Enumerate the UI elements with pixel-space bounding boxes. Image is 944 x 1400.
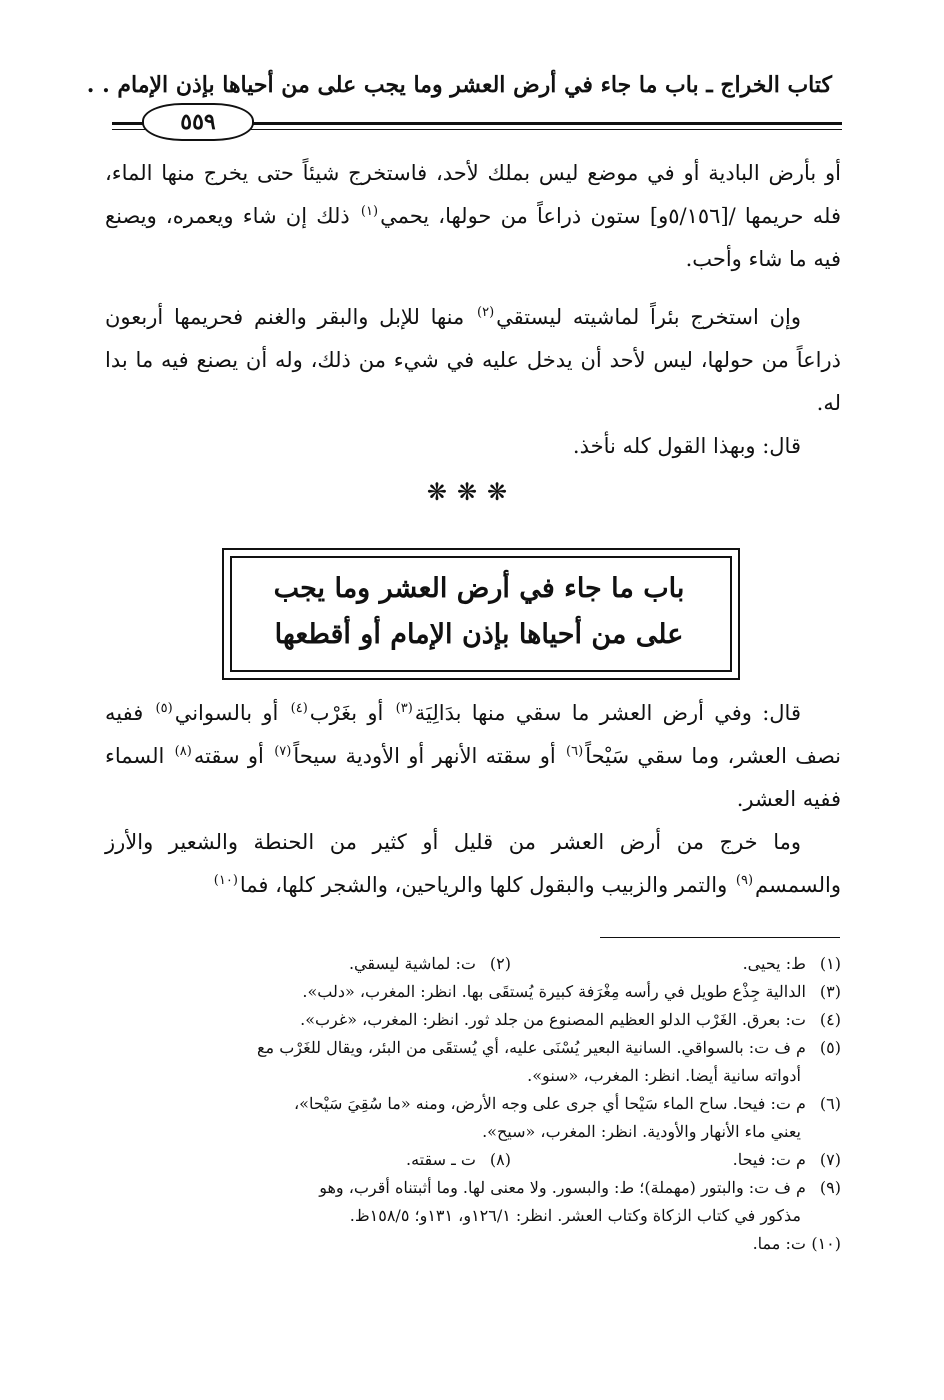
footnote-5-continued: أدواته سانية أيضا. انظر: المغرب، «سنو». (527, 1066, 801, 1085)
footnote-4 (105, 1006, 841, 1034)
footnote-5-number: (٥) (819, 1038, 841, 1057)
footnote-9-continued: مذكور في كتاب الزكاة وكتاب العشر. انظر: ١٢٦/١و، ١٣١و؛ ١٥٨/٥ظ. (349, 1206, 801, 1225)
footnote-10-text: ت: مما. (752, 1234, 806, 1253)
paragraph-4-text-5: أو سقته الأنهر أو الأودية سيحاً (293, 744, 565, 768)
footnote-2-number: (٢) (489, 954, 511, 973)
footnote-ref-9: (٩) (735, 873, 754, 888)
paragraph-3: قال: وبهذا القول كله نأخذ. (572, 434, 801, 458)
footnote-9-text: م ف ت: والبتور (مهملة)؛ ط: والبسور. ولا معنى لها. وما أثبتناه أقرب، وهو (319, 1178, 806, 1197)
footnote-6 (105, 1090, 841, 1118)
paragraph-5 (105, 821, 841, 907)
footnote-ref-7: (٧) (274, 744, 292, 759)
paragraph-4-text-2: أو بغَرْب (309, 701, 394, 725)
chapter-title (232, 566, 726, 658)
footnote-10-number: (١٠) (811, 1234, 841, 1253)
footnote-ref-10: (١٠) (213, 873, 238, 888)
footnote-2-text: ت: لماشية ليسقي. (348, 954, 476, 973)
footnote-8-text: ت ـ سقته. (405, 1150, 476, 1169)
paragraph-1 (105, 152, 841, 281)
chapter-title-line-2: على من أحياها بإذن الإمام أو أقطعها (274, 619, 684, 650)
footnote-2 (181, 950, 511, 978)
footnotes (105, 950, 841, 1258)
footnote-9-number: (٩) (819, 1178, 841, 1197)
footnote-ref-3: (٣) (395, 701, 413, 716)
paragraph-4 (105, 692, 841, 821)
page-number: ٥٥٩ (142, 103, 254, 141)
paragraph-2-text-b: منها للإبل والبقر والغنم فحريمها أربعون ذراعاً من حولها، ليس لأحد أن يدخل عليه في شيء من ذلك، وله أن يصنع فيه ما بدا له. (105, 305, 841, 415)
footnote-ref-1: (١) (360, 204, 379, 219)
paragraph-4-text-4: ففيه نصف العشر، وما سقي سَيْحاً (105, 701, 841, 768)
paragraph-block-3 (105, 692, 841, 907)
footnote-4-text: ت: بعرق. الغَرْب الدلو العظيم المصنوع من جلد ثور. انظر: المغرب، «غرب». (300, 1010, 806, 1029)
footnote-row-1-2 (105, 950, 841, 978)
section-separator: ❋❋❋ (426, 478, 518, 506)
paragraph-1-text: أو بأرض البادية أو في موضع ليس بملك لأحد، فاستخرج شيئاً حتى يخرج منها الماء، فله حريمها /[٥/١٥٦و] ستون ذراعاً من حولها، يحمي (105, 161, 841, 228)
footnote-1-text: ط: يحيى. (742, 954, 806, 973)
footnote-8 (181, 1146, 511, 1174)
paragraph-2-text-a: وإن استخرج بئراً لماشيته ليستقي (496, 305, 801, 329)
running-header-title: كتاب الخراج ـ باب ما جاء في أرض العشر وما يجب على من أحياها بإذن الإمام . . (86, 72, 832, 98)
footnote-7-text: م ت: فيحا. (732, 1150, 806, 1169)
paragraph-2 (105, 296, 841, 425)
footnote-3-text: الدالية جِذْع طويل في رأسه مِغْرَفة كبيرة يُستقَى بها. انظر: المغرب، «دلب». (302, 982, 806, 1001)
footnote-ref-8: (٨) (174, 744, 192, 759)
footnote-ref-6: (٦) (566, 744, 584, 759)
footnote-1 (511, 950, 841, 978)
footnote-6-number: (٦) (819, 1094, 841, 1113)
paragraph-4-text-6: أو سقته (193, 744, 273, 768)
paragraph-4-text-7: السماء ففيه العشر. (105, 744, 841, 811)
footnote-3 (105, 978, 841, 1006)
footnote-5 (105, 1034, 841, 1062)
footnote-9 (105, 1174, 841, 1202)
footnote-10 (105, 1230, 841, 1258)
footnote-ref-2: (٢) (477, 305, 495, 320)
footnote-8-number: (٨) (489, 1150, 511, 1169)
paragraph-1-end: ذلك إن شاء ويعمره، ويصنع فيه ما شاء وأحب. (105, 204, 841, 271)
chapter-title-line-1: باب ما جاء في أرض العشر وما يجب (273, 573, 685, 604)
footnote-ref-4: (٤) (290, 701, 308, 716)
paragraph-5-text-2: والتمر والزبيب والبقول كلها والرياحين، والشجر كلها، فما (239, 873, 734, 897)
footnote-6-text: م ت: فيحا. ساح الماء سَيْحا أي جرى على وجه الأرض، ومنه «ما سُقِيَ سَيْحا»، (294, 1094, 806, 1113)
paragraph-block-2 (105, 296, 841, 468)
paragraph-4-text-3: أو بالسواني (174, 701, 289, 725)
footnote-separator (600, 937, 840, 938)
footnote-5-text: م ف ت: بالسواقي. السانية البعير يُسْنَى عليه، أي يُستقَى من البئر، ويقال للغَرْب مع (257, 1038, 806, 1057)
paragraph-block-1 (105, 152, 841, 281)
footnote-7-number: (٧) (819, 1150, 841, 1169)
footnote-1-number: (١) (819, 954, 841, 973)
paragraph-5-text-1: وما خرج من أرض العشر من قليل أو كثير من الحنطة والشعير والأرز والسمسم (105, 830, 841, 897)
footnote-6-continued: يعني ماء الأنهار والأودية. انظر: المغرب، «سيح». (482, 1122, 801, 1141)
footnote-4-number: (٤) (819, 1010, 841, 1029)
footnote-ref-5: (٥) (155, 701, 173, 716)
footnote-7 (511, 1146, 841, 1174)
footnote-row-7-8 (105, 1146, 841, 1174)
footnote-3-number: (٣) (819, 982, 841, 1001)
paragraph-4-text-1: قال: وفي أرض العشر ما سقي منها بدَالِيَة (414, 701, 801, 725)
